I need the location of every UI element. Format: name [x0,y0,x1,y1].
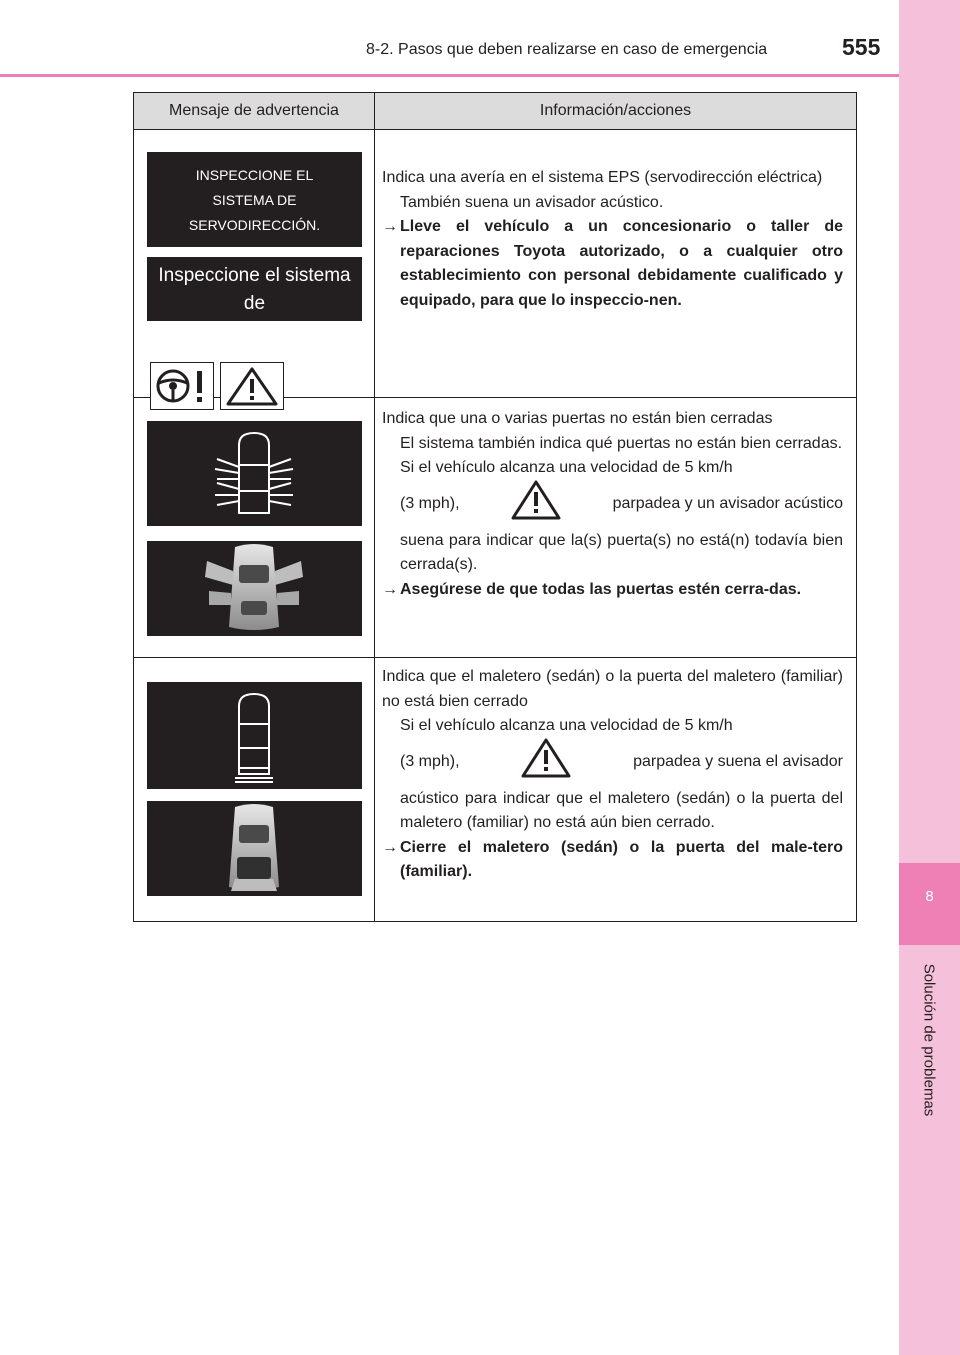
chapter-title: Solución de problemas [920,963,938,1117]
page-number: 555 [842,34,881,60]
row-note: acústico para indicar que el maletero (sedán) o la puerta del maletero (familiar) no está aún bien cerrado. [400,789,843,831]
warning-image-cell [134,658,375,922]
door-open-icon [147,421,362,526]
inline-text: parpadea y suena el avisador [633,753,843,771]
message-line: servodirección. [190,321,319,342]
message-line: SERVODIRECCIÓN. [188,217,321,233]
display-message-panel [147,152,362,247]
header-rule [0,74,899,77]
table-row [134,130,857,398]
col-header-info: Información/acciones [375,93,857,130]
info-cell [375,658,857,922]
message-line: Inspeccione el sistema de [158,265,351,314]
row-note: Si el vehículo alcanza una velocidad de 5 km/h [400,717,733,734]
row-note: El sistema también indica qué puertas no están bien cerradas. [400,434,843,452]
car-trunk-open-icon [147,801,362,896]
message-line: INSPECCIONE EL [195,167,314,183]
action-text: Cierre el maletero (sedán) o la puerta del male-tero (familiar). [400,838,843,880]
warning-table [133,92,857,922]
row-note: También suena un avisador acústico. [400,193,664,211]
section-title: 8-2. Pasos que deben realizarse en caso de emergencia [366,41,768,58]
display-message-panel-alt [147,257,362,342]
info-cell [375,130,857,398]
warning-triangle-icon [507,478,565,531]
info-cell [375,398,857,658]
trunk-open-icon [147,682,362,789]
inline-text: (3 mph), [400,753,460,771]
chapter-sidebar [899,0,960,1355]
message-line: SISTEMA DE [212,192,297,208]
row-description: Indica que el maletero (sedán) o la puerta del maletero (familiar) no está bien cerrado [382,668,843,710]
action-text: Asegúrese de que todas las puertas estén cerra-das. [400,580,802,598]
inline-text: (3 mph), [400,495,460,513]
col-header-message: Mensaje de advertencia [134,93,375,130]
warning-image-cell [134,398,375,658]
row-action [382,578,843,603]
arrow-icon: → [382,218,398,235]
row-action [382,836,843,885]
table-row [134,398,857,658]
action-text: Lleve el vehículo a un concesionario o taller de reparaciones Toyota autorizado, o a cualquier otro establecimiento con personal debidamente cualificado y equipado, para que lo inspeccio-nen. [400,218,843,309]
warning-image-cell [134,130,375,398]
table-row [134,658,857,922]
arrow-icon: → [382,838,398,856]
row-description: Indica una avería en el sistema EPS (servodirección eléctrica) [382,169,823,186]
inline-text: parpadea y un avisador acústico [612,495,843,513]
warning-inline-line [382,481,843,529]
chapter-number: 8 [925,888,934,905]
row-description: Indica que una o varias puertas no están bien cerradas [382,410,773,427]
warning-triangle-icon [517,736,575,789]
row-action [382,215,843,313]
car-doors-open-icon [147,541,362,636]
row-note: suena para indicar que la(s) puerta(s) no está(n) todavía bien cerrada(s). [400,531,843,573]
warning-inline-line [382,739,843,787]
row-note: Si el vehículo alcanza una velocidad de 5 km/h [400,459,733,476]
arrow-icon: → [382,580,398,598]
